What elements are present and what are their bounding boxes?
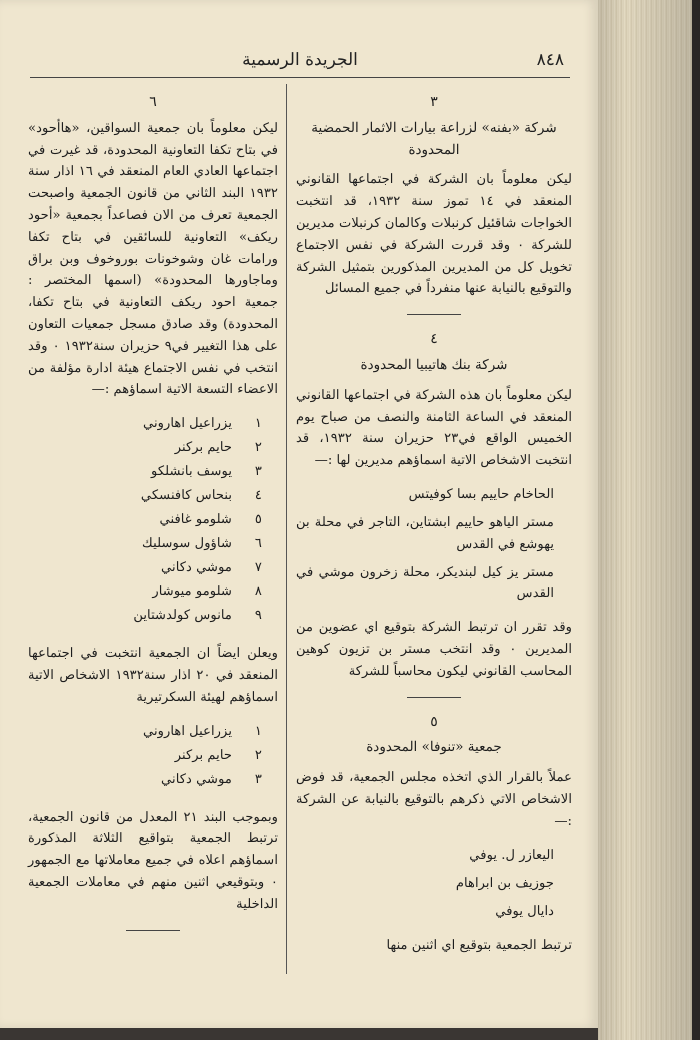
secretariat-list <box>28 721 278 793</box>
item-number: ٥ <box>254 512 262 528</box>
page-edges <box>598 0 692 1040</box>
item-number: ٩ <box>254 608 262 624</box>
member-name: شاؤول سوسليك <box>142 536 232 552</box>
list-item <box>28 721 262 745</box>
directors-list <box>296 484 572 605</box>
member-name: يزراعيل اهاروني <box>142 416 232 432</box>
section-separator <box>126 930 180 931</box>
member-name: شلومو ميوشار <box>152 584 232 600</box>
list-item: مستر يز كيل لبنديكر، محلة زخرون موشي في القدس <box>296 564 554 602</box>
notice-paragraph: ليكن معلوماً بان جمعية السواقين، «هاأحود» في بتاح تكفا التعاونية المحدودة، قد غيرت في اجتماعها العادي العام المنعقد في ١٦ اذار سنة ١٩٣٢ البند الثاني من قانون الجمعية واصبحت الجمعية تعرف من الان فصاعداً بجمعية «أحود ريكف» التعاونية للسائقين في بتاح تكفا ورامات غان وشوخونات بوروخوف وبن براق وماجاورها المحدودة» (اسمها المختصر : جمعية احود ريكف التعاونية في بتاح تكفا، المحدودة) وقد صادق مسجل جمعيات التعاون على هذا التغيير في٩ حزيران سنة١٩٣٢ ٠ وقد انتخب في نفس الاجتماع هيئة ادارة مؤلفة من الاعضاء التسعة الاتية اسماؤهم :— <box>28 120 278 398</box>
item-number: ٨ <box>254 584 262 600</box>
list-item: اليعازر ل. يوفي <box>469 847 554 863</box>
member-name: حايم بركنر <box>174 747 232 763</box>
notice-4 <box>296 329 572 682</box>
section-number: ٦ <box>149 94 157 110</box>
header-rule <box>30 77 570 78</box>
section-title: شركة «بفنه» لزراعة بيارات الاثمار الحمضية المحدودة <box>311 119 557 158</box>
item-number: ٢ <box>254 747 262 763</box>
notice-paragraph: وقد تقرر ان ترتبط الشركة بتوقيع اي عضوين من المديرين ٠ وقد انتخب مستر بن تزيون كوهين المحاسب القانوني ليكون محاسباً للشركة <box>296 620 573 679</box>
list-item <box>28 509 262 533</box>
member-name: شلومو غافني <box>159 512 232 528</box>
item-number: ١ <box>254 723 262 739</box>
list-item: جوزيف بن ابراهام <box>455 875 554 891</box>
section-number: ٣ <box>430 94 438 110</box>
item-number: ٣ <box>254 464 262 480</box>
running-title: الجريدة الرسمية <box>242 50 358 70</box>
list-item: دايال يوفي <box>495 903 554 919</box>
item-number: ١ <box>254 416 262 432</box>
list-item: مستر الياهو حاييم ابشتاين، التاجر في محلة بن يهوشع في القدس <box>296 514 554 552</box>
notice-6 <box>28 92 278 931</box>
column-divider <box>286 84 287 974</box>
member-name: يوسف بانشلكو <box>151 464 232 480</box>
notice-paragraph: عملاً بالقرار الذي اتخذه مجلس الجمعية، قد فوض الاشخاص الاتي ذكرهم بالتوقيع بالنيابة عن الشركة :— <box>296 770 572 829</box>
page-number: ٨٤٨ <box>536 50 564 70</box>
notice-3 <box>296 92 572 300</box>
right-column <box>296 92 572 968</box>
section-title: شركة بنك هاتيبيا المحدودة <box>360 356 508 373</box>
notice-paragraph: ليكن معلوماً بان هذه الشركة في اجتماعها القانوني المنعقد في الساعة الثامنة والنصف من صباح يوم الخميس الواقع في٢٣ حزيران سنة ١٩٣٢، قد انتخبت الاشخاص الاتية اسماؤهم مديرين لها :— <box>296 387 572 469</box>
notice-paragraph: ترتبط الجمعية بتوقيع اي اثنين منها <box>386 937 572 953</box>
list-item <box>28 769 262 793</box>
list-item <box>28 485 262 509</box>
list-item <box>28 533 262 557</box>
notice-paragraph: ليكن معلوماً بان الشركة في اجتماعها القانوني المنعقد في ١٤ تموز سنة ١٩٣٢، قد انتخبت الخواجات شاقئيل كرنبلات وكالمان كرنبلات مديرين للشركة ٠ وقد قررت الشركة في نفس الاجتماع تخويل كل من المديرين المذكورين بتمثيل الشركة والتوقيع بالنيابة عنها منفرداً في جميع المسائل <box>296 172 573 297</box>
member-name: يزراعيل اهاروني <box>142 723 232 739</box>
book-spine <box>692 0 700 1040</box>
list-item <box>28 437 262 461</box>
board-members-list <box>28 413 278 629</box>
member-name: موشي دكاني <box>161 560 232 576</box>
list-item <box>28 745 262 769</box>
member-name: موشي دكاني <box>161 771 232 787</box>
left-column <box>28 92 278 945</box>
member-name: بنحاس كافنسكي <box>140 488 232 504</box>
signatories-list <box>296 845 572 923</box>
member-name: مانوس كولدشتاين <box>133 608 232 624</box>
section-number: ٥ <box>430 713 438 730</box>
section-title: جمعية «تنوفا» المحدودة <box>366 739 502 756</box>
list-item: الحاخام حاييم بسا كوفيتس <box>408 486 554 502</box>
item-number: ٧ <box>254 560 262 576</box>
notice-paragraph: وبموجب البند ٢١ المعدل من قانون الجمعية، ترتبط الجمعية بتواقيع الثلاثة المذكورة اسماؤهم اعلاه في جميع معاملاتها مع الجمهور ٠ وبتوقيعي اثنين منهم في معاملات الجمعية الداخلية <box>28 809 278 912</box>
list-item <box>28 461 262 485</box>
list-item <box>28 413 262 437</box>
member-name: حايم بركنر <box>174 440 232 456</box>
item-number: ٤ <box>254 488 262 504</box>
notice-paragraph: ويعلن ايضاً ان الجمعية انتخبت في اجتماعها المنعقد في ٢٠ اذار سنة١٩٣٢ الاشخاص الاتية اسماؤهم لهيئة السكرتيرية <box>28 646 278 705</box>
section-separator <box>407 697 461 698</box>
item-number: ٣ <box>254 771 262 787</box>
page-header <box>30 46 570 80</box>
list-item <box>28 581 262 605</box>
section-number: ٤ <box>430 331 438 348</box>
item-number: ٢ <box>254 440 262 456</box>
list-item <box>28 557 262 581</box>
list-item <box>28 605 262 629</box>
notice-5 <box>296 712 572 957</box>
section-separator <box>407 314 461 315</box>
item-number: ٦ <box>254 536 262 552</box>
